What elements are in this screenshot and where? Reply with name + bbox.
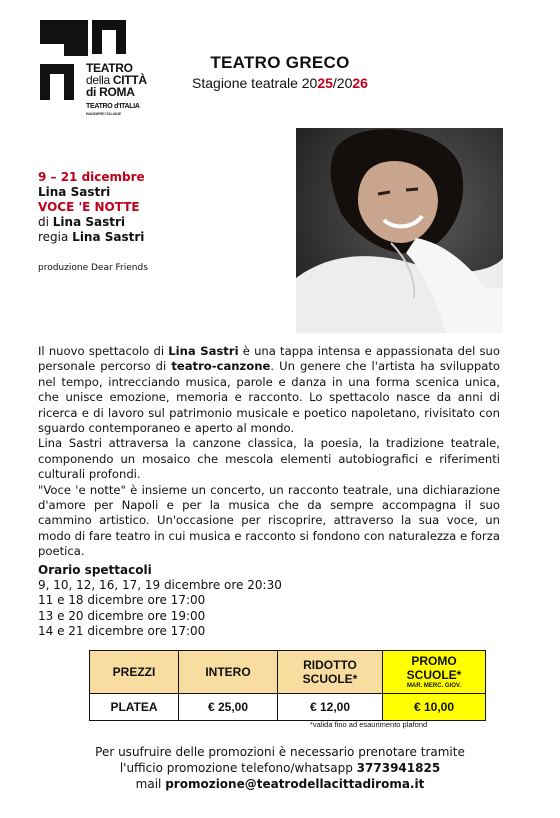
logo-mark-icon	[40, 18, 130, 58]
logo-line5: BANDIERE ITALIANE	[86, 111, 122, 116]
price-header-ridotto: RIDOTTO SCUOLE*	[278, 651, 383, 694]
footer-phone: 3773941825	[356, 761, 441, 775]
artist-photo	[296, 128, 503, 333]
price-promo: € 10,00	[383, 694, 486, 721]
schedule	[38, 563, 282, 639]
schedule-line: 14 e 21 dicembre ore 17:00	[38, 623, 206, 638]
footer-line-1: Per usufruire delle promozioni è necessario prenotare tramite	[95, 745, 465, 759]
logo-r-mark-icon	[40, 64, 74, 100]
show-production: produzione Dear Friends	[38, 263, 148, 273]
logo-line4: TEATRO d'ITALIA	[86, 103, 140, 110]
schedule-line: 11 e 18 dicembre ore 17:00	[38, 593, 206, 608]
price-ridotto: € 12,00	[278, 694, 383, 721]
show-director: regia Lina Sastri	[38, 230, 145, 244]
logo-line1: TEATRO	[86, 61, 133, 75]
price-header-prezzi: PREZZI	[90, 651, 179, 694]
schedule-line: 13 e 20 dicembre ore 19:00	[38, 608, 206, 623]
show-title: VOCE 'E NOTTE	[38, 200, 140, 214]
schedule-line: 9, 10, 12, 16, 17, 19 dicembre ore 20:30	[38, 578, 282, 593]
page-header	[180, 53, 380, 91]
schedule-heading: Orario spettacoli	[38, 563, 152, 577]
logo-line2-bold: CITTÀ	[112, 73, 147, 87]
show-author: di Lina Sastri	[38, 215, 125, 229]
footer-email[interactable]: promozione@teatrodellacittadiroma.it	[165, 777, 425, 791]
logo-line3: di ROMA	[86, 85, 135, 99]
description-paragraph-3: "Voce 'e notte" è insieme un concerto, un racconto teatrale, una dichiarazione d'amore per Napoli e per la musica che da sempre accompagna il suo cammino artistico. Un'occasione per riscoprire, attraverso la sua voce, un modo di fare teatro in cui musica e racconto si fondono con naturalezza e forza poetica.	[38, 482, 500, 559]
promo-footer	[60, 744, 500, 792]
logo-wordmark	[86, 62, 147, 117]
description-paragraph-2: Lina Sastri attraversa la canzone classica, la poesia, la tradizione teatrale, componendo un mosaico che mescola elementi autobiografici e riferimenti culturali profondi.	[38, 436, 500, 482]
promo-header-label: PROMO SCUOLE*	[406, 654, 462, 682]
price-footnote: *valida fino ad esaurimento plafond	[310, 720, 428, 729]
price-intero: € 25,00	[179, 694, 278, 721]
theatre-logo	[40, 18, 130, 58]
show-dates: 9 – 21 dicembre	[38, 170, 145, 184]
price-header-promo	[383, 651, 486, 694]
price-header-intero: INTERO	[179, 651, 278, 694]
venue-title: TEATRO GRECO	[210, 53, 350, 72]
footer-line-2: l'ufficio promozione telefono/whatsapp 3773941825	[119, 761, 441, 775]
description-paragraph-1: Il nuovo spettacolo di Lina Sastri è una tappa intensa e appassionata del suo personale percorso di teatro-canzone. Un genere che l'artista ha sviluppato nel tempo, intrecciando musica, parole e danza in una forma scenica unica, che unisce emozione, memoria e racconto. Lo spettacolo nasce da anni di ricerca e di lavoro sul patrimonio musicale e poetico napoletano, rivisitato con sguardo contemporaneo e aperto al mondo.	[38, 344, 500, 436]
footer-line-3: mail promozione@teatrodellacittadiroma.it	[135, 777, 425, 791]
season-line: Stagione teatrale 2025/2026	[192, 75, 368, 91]
promo-header-note: MAR. MERC. GIOV.	[406, 683, 462, 689]
price-table	[89, 650, 486, 721]
show-artist: Lina Sastri	[38, 185, 111, 199]
logo-line2-prefix: della	[86, 73, 113, 87]
show-info	[38, 170, 148, 276]
show-description	[38, 344, 500, 560]
price-row-label: PLATEA	[90, 694, 179, 721]
